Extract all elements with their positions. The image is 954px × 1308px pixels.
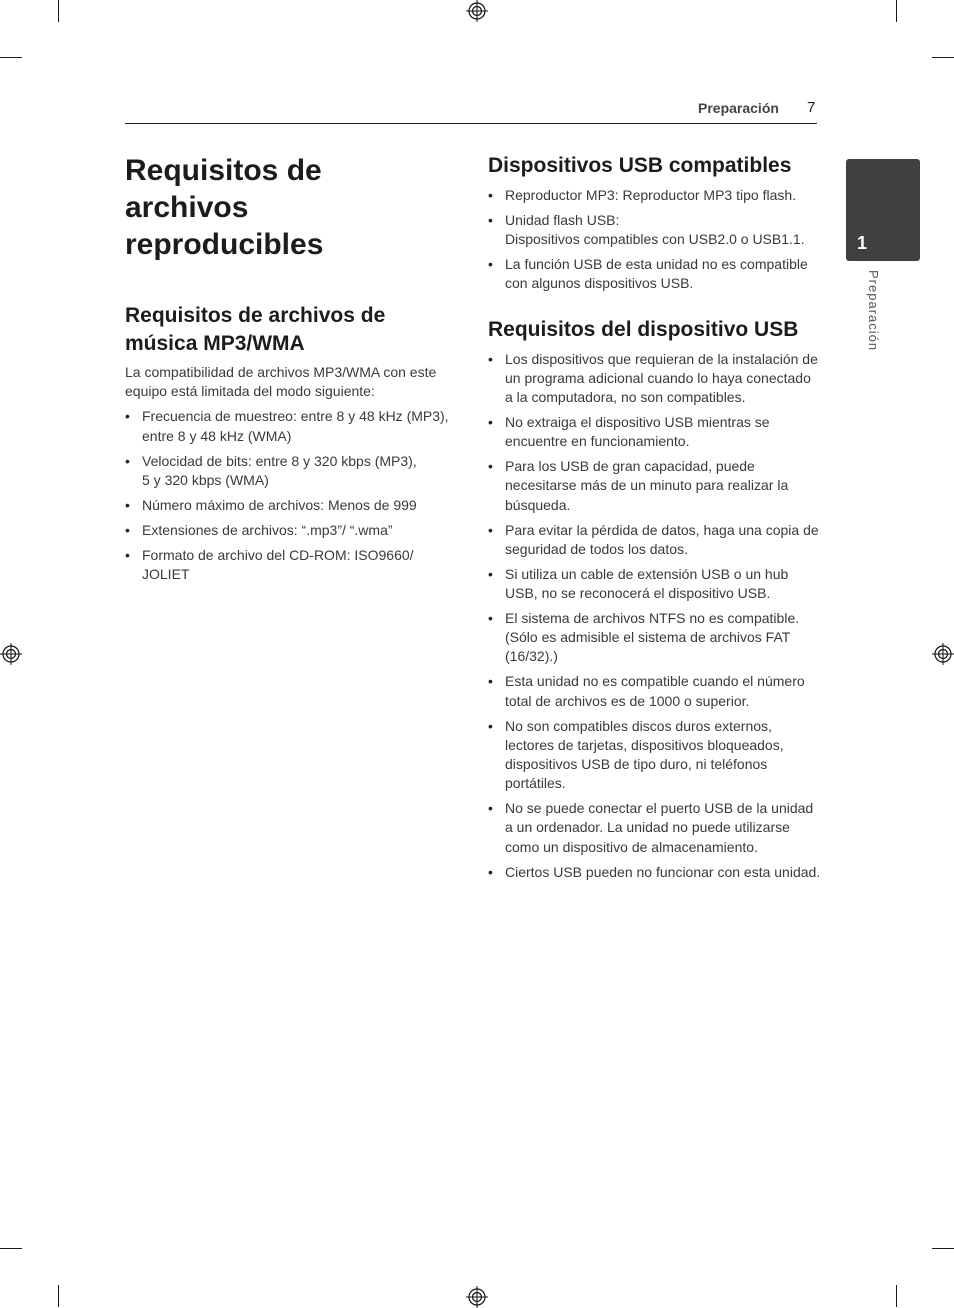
list-item: • Ciertos USB pueden no funcionar con esta unidad. xyxy=(488,863,822,882)
left-column xyxy=(125,152,453,590)
list-item: • Extensiones de archivos: “.mp3”/ “.wma” xyxy=(125,521,453,540)
mp3-wma-intro: La compatibilidad de archivos MP3/WMA con este equipo está limitada del modo siguiente: xyxy=(125,364,437,400)
list-item: • El sistema de archivos NTFS no es compatible. (Sólo es admisible el sistema de archivos FAT (16/32).) xyxy=(488,609,822,667)
list-item: • Para los USB de gran capacidad, puede necesitarse más de un minuto para realizar la búsqueda. xyxy=(488,457,822,515)
usb-requirements-list xyxy=(488,350,822,882)
usb-compatible-heading: Dispositivos USB compatibles xyxy=(488,154,792,177)
usb-compatible-list xyxy=(488,186,822,294)
registration-mark-icon xyxy=(0,643,22,665)
list-item: • No extraiga el dispositivo USB mientras se encuentre en funcionamiento. xyxy=(488,413,822,451)
list-item: • Formato de archivo del CD-ROM: ISO9660/ JOLIET xyxy=(125,546,453,584)
crop-mark xyxy=(58,1285,59,1307)
crop-mark xyxy=(58,0,59,22)
crop-mark xyxy=(932,57,954,58)
crop-mark xyxy=(896,0,897,22)
list-item: • Frecuencia de muestreo: entre 8 y 48 kHz (MP3), entre 8 y 48 kHz (WMA) xyxy=(125,407,453,445)
list-item: • Si utiliza un cable de extensión USB o un hub USB, no se reconocerá el dispositivo USB. xyxy=(488,565,822,603)
list-item: • La función USB de esta unidad no es compatible con algunos dispositivos USB. xyxy=(488,255,822,293)
list-item: • Número máximo de archivos: Menos de 999 xyxy=(125,496,453,515)
registration-mark-icon xyxy=(466,1286,488,1308)
chapter-number: 1 xyxy=(857,233,868,253)
mp3-wma-heading: Requisitos de archivos de música MP3/WMA xyxy=(125,304,386,355)
list-item-line: 5 y 320 kbps (WMA) xyxy=(142,471,269,488)
list-item xyxy=(488,211,822,249)
usb-requirements-heading: Requisitos del dispositivo USB xyxy=(488,317,799,341)
page-title: Requisitos de archivos reproducibles xyxy=(125,154,324,261)
list-item: • No son compatibles discos duros externos, lectores de tarjetas, dispositivos bloqueados, dispositivos USB de tipo duro, ni teléfonos portátiles. xyxy=(488,717,822,794)
list-item: • Reproductor MP3: Reproductor MP3 tipo flash. xyxy=(488,186,822,205)
list-item-line: • Unidad flash USB: xyxy=(505,212,620,228)
chapter-label: Preparación xyxy=(866,270,881,352)
registration-mark-icon xyxy=(466,0,488,22)
list-item: • Esta unidad no es compatible cuando el número total de archivos es de 1000 o superior. xyxy=(488,672,822,710)
crop-mark xyxy=(932,1248,954,1249)
right-column xyxy=(488,152,822,888)
header-rule xyxy=(125,123,817,124)
registration-mark-icon xyxy=(932,643,954,665)
running-header-section: Preparación xyxy=(698,100,779,116)
crop-mark xyxy=(896,1285,897,1307)
mp3-wma-list xyxy=(125,407,453,584)
list-item-line: Dispositivos compatibles con USB2.0 o USB1.1. xyxy=(505,231,805,248)
list-item: • Los dispositivos que requieran de la instalación de un programa adicional cuando lo haya conectado a la computadora, no son compatibles. xyxy=(488,350,822,408)
list-item-line: • Velocidad de bits: entre 8 y 320 kbps (MP3), xyxy=(142,452,417,469)
crop-mark xyxy=(0,1248,22,1249)
list-item: • Para evitar la pérdida de datos, haga una copia de seguridad de todos los datos. xyxy=(488,521,822,559)
crop-mark xyxy=(0,57,22,58)
list-item xyxy=(125,452,453,490)
page-number: 7 xyxy=(807,99,816,116)
list-item: • No se puede conectar el puerto USB de la unidad a un ordenador. La unidad no puede utilizarse como un dispositivo de almacenamiento. xyxy=(488,799,822,857)
